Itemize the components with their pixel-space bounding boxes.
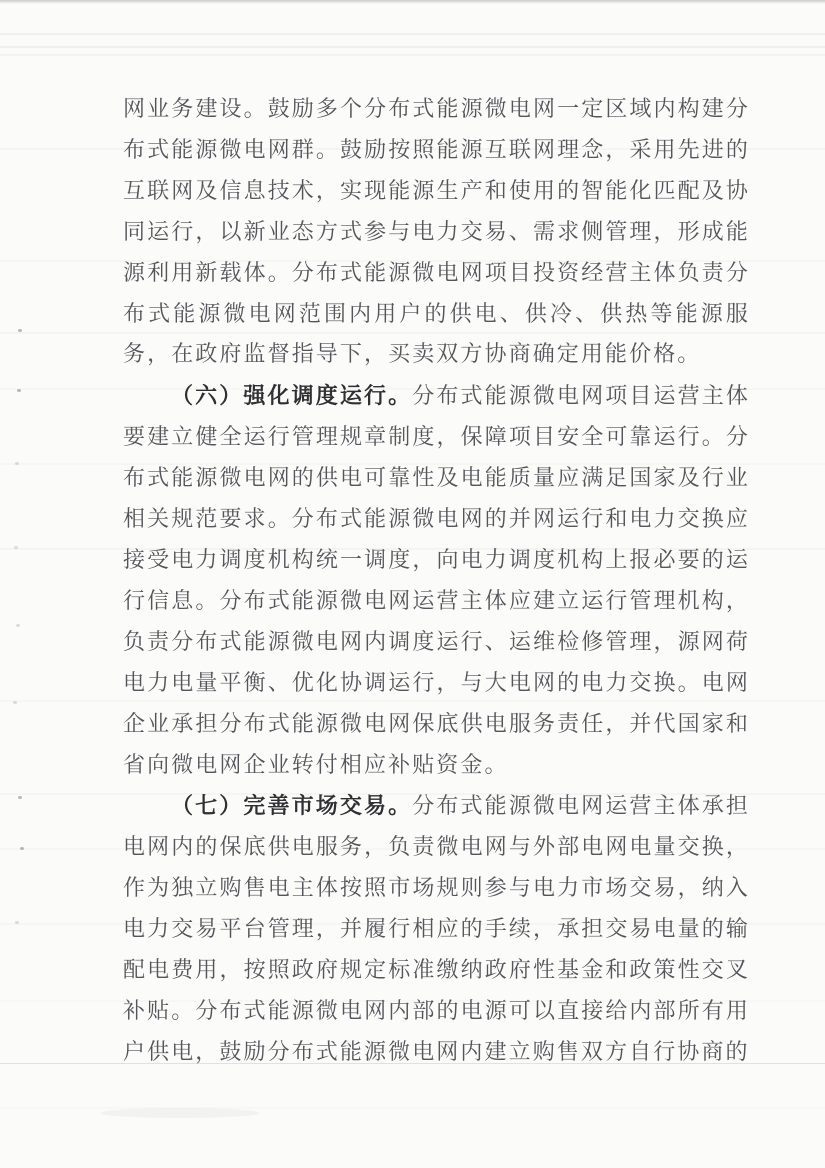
scan-streak-artifact <box>0 33 825 35</box>
paragraph-text: 网业务建设。鼓励多个分布式能源微电网一定区域内构建分布式能源微电网群。鼓励按照能源互联网理念，采用先进的互联网及信息技术，实现能源生产和使用的智能化匹配及协同运行，以新业态方式参与电力交易、需求侧管理，形成能源利用新载体。分布式能源微电网项目投资经营主体负责分布式能源微电网范围内用户的供电、供冷、供热等能源服务，在政府监督指导下，买卖双方协商确定用能价格。 <box>123 97 750 368</box>
section-heading: （六）强化调度运行。 <box>171 383 413 410</box>
paragraph-continuation <box>123 90 750 376</box>
document-body <box>123 90 750 1074</box>
section-heading: （七）完善市场交易。 <box>171 793 413 820</box>
paragraph-text: 分布式能源微电网运营主体承担电网内的保底供电服务，负责微电网与外部电网电量交换，作为独立购售电主体按照市场规则参与电力市场交易，纳入电力交易平台管理，并履行相应的手续，承担交易电量的输配电费用，按照政府规定标准缴纳政府性基金和政策性交叉补贴。分布式能源微电网内部的电源可以直接给内部所有用户供电，鼓励分布式能源微电网内建立购售双方自行协商的 <box>123 794 750 1065</box>
dust-speck <box>18 796 22 799</box>
dust-speck <box>15 462 19 465</box>
scan-edge-artifact <box>0 0 825 4</box>
scan-streak-artifact <box>0 54 825 56</box>
paragraph-section-6 <box>123 376 750 786</box>
scan-streak-artifact <box>0 1107 825 1109</box>
dust-speck <box>20 847 24 850</box>
dust-speck <box>14 546 18 549</box>
paragraph-section-7 <box>123 786 750 1073</box>
dust-speck <box>15 921 19 924</box>
paragraph-text: 分布式能源微电网项目运营主体要建立健全运行管理规章制度，保障项目安全可靠运行。分布式能源微电网的供电可靠性及电能质量应满足国家及行业相关规范要求。分布式能源微电网的并网运行和电力交换应接受电力调度机构统一调度，向电力调度机构上报必要的运行信息。分布式能源微电网运营主体应建立运行管理机构，负责分布式能源微电网内调度运行、运维检修管理，源网荷电力电量平衡、优化协调运行，与大电网的电力交换。电网企业承担分布式能源微电网保底供电服务责任，并代国家和省向微电网企业转付相应补贴资金。 <box>123 384 750 778</box>
scan-streak-artifact <box>0 46 825 48</box>
dust-speck <box>17 389 21 392</box>
smudge-artifact <box>100 1108 260 1118</box>
dust-speck <box>13 701 17 704</box>
dust-speck <box>18 329 22 332</box>
dust-speck <box>16 624 20 627</box>
